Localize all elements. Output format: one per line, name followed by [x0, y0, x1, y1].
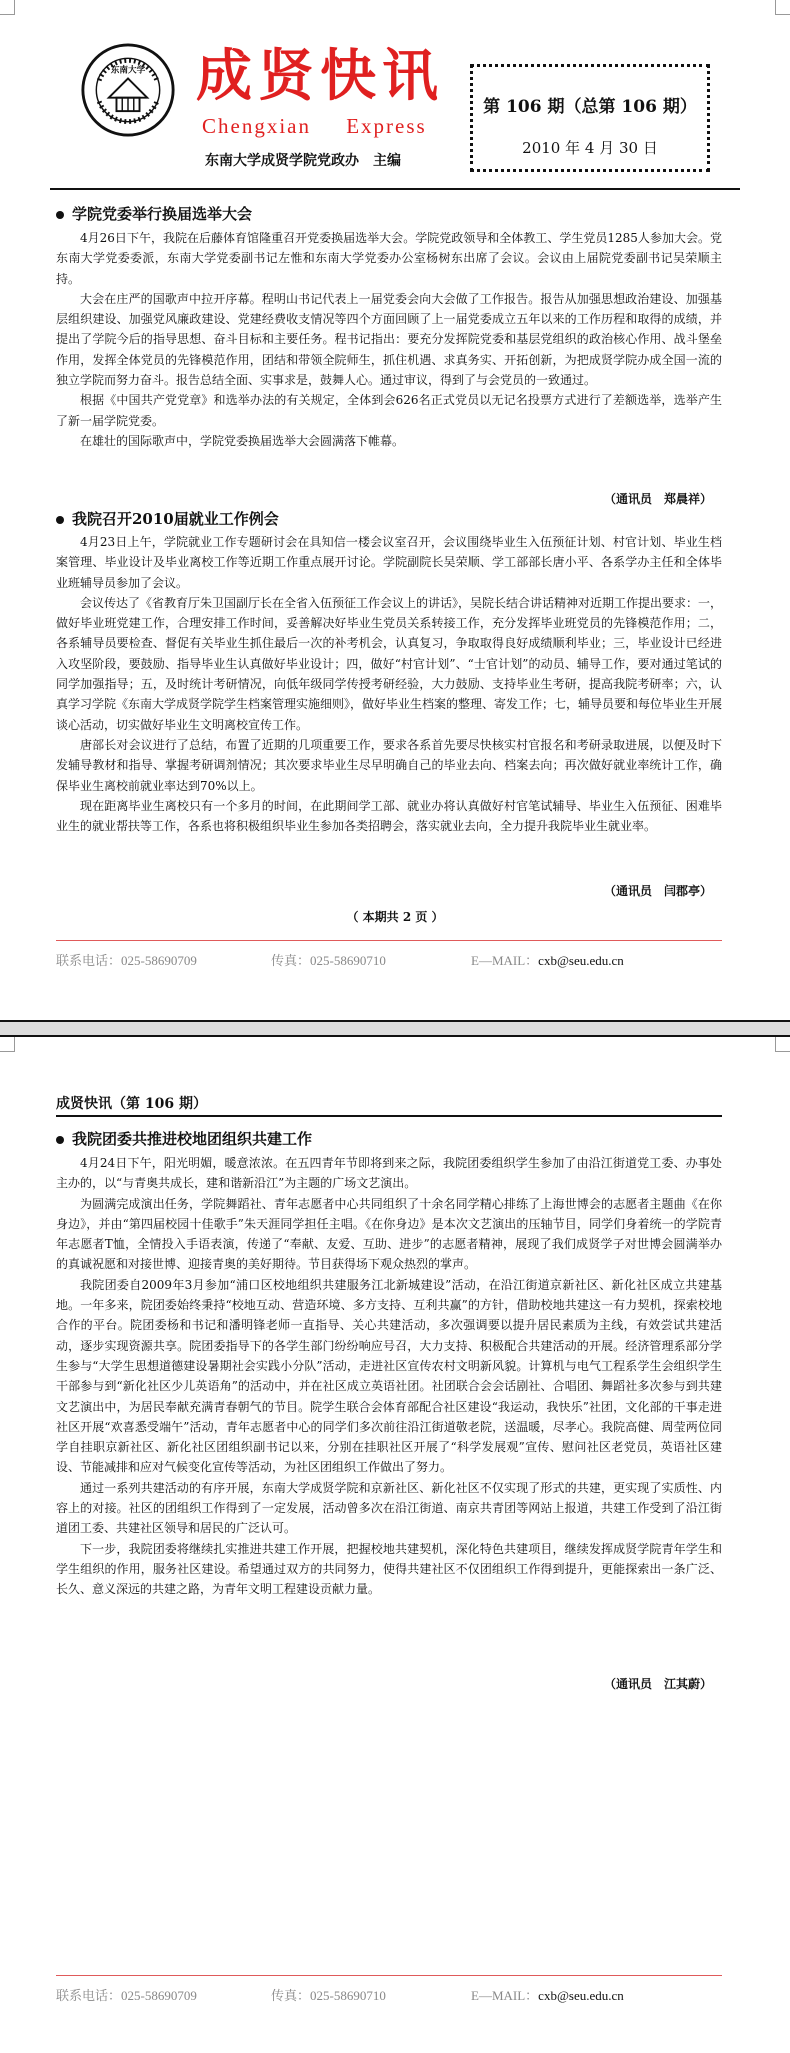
issue-box	[470, 64, 710, 172]
paragraph: 在雄壮的国际歌声中，学院党委换届选举大会圆满落下帷幕。	[80, 433, 405, 448]
email-label: E—MAIL：	[471, 953, 539, 968]
article-title: 我院召开2010届就业工作例会	[72, 510, 279, 528]
footer-phone: 联系电话：025-58690709	[56, 1988, 197, 2003]
article-heading	[56, 1128, 312, 1149]
article-title: 学院党委举行换届选举大会	[72, 205, 253, 223]
page-1	[0, 0, 790, 1022]
article-heading	[56, 203, 252, 224]
footer-fax: 传真：025-58690710	[271, 953, 386, 968]
paragraph: 唐部长对会议进行了总结，布置了近期的几项重要工作，要求各系首先要尽快核实村官报名和考研录取进展，以便及时下发辅导教材和指导、掌握考研调剂情况；其次要求毕业生尽早明确自己的毕业去向、档案去向；再次做好就业率统计工作，确保毕业生离校前就业率达到70%以上。	[56, 737, 722, 793]
paragraph: 现在距离毕业生离校只有一个多月的时间，在此期间学工部、就业办将认真做好村官笔试辅导、毕业生入伍预征、困难毕业生的就业帮扶等工作，各系也将积极组织毕业生参加各类招聘会，落实就业去向，全力提升我院毕业生就业率。	[56, 798, 722, 834]
article-byline: （通讯员 江其蔚）	[603, 1677, 712, 1691]
paragraph: 根据《中国共产党党章》和选举办法的有关规定，全体到会626名正式党员以无记名投票方式进行了差额选举，选举产生了新一届学院党委。	[56, 393, 722, 428]
email-link[interactable]: cxb@seu.edu.cn	[538, 953, 624, 968]
email-link[interactable]: cxb@seu.edu.cn	[538, 1988, 624, 2003]
footer-email	[471, 1985, 624, 2004]
paragraph: 4月23日上午，学院就业工作专题研讨会在具知信一楼会议室召开，会议围绕毕业生入伍预征计划、村官计划、毕业生档案管理、毕业设计及毕业离校工作等近期工作重点展开讨论。学院副院长吴荣顺、学工部部长唐小平、各系学办主任和全体毕业班辅导员参加了会议。	[56, 535, 722, 590]
footer-email	[471, 950, 624, 969]
article-byline: （通讯员 闫郡亭）	[603, 884, 712, 898]
article-body	[56, 228, 722, 451]
newsletter-title: 成贤快讯	[196, 43, 444, 109]
page-count-note: （ 本期共 2 页 ）	[346, 910, 444, 924]
paragraph: 下一步，我院团委将继续扎实推进共建工作开展，把握校地共建契机，深化特色共建项目，继续发挥成贤学院青年学生和学生组织的作用，服务社区建设。希望通过双方的共同努力，使得共建社区不仅团组织工作得到提升，更能探索出一条广泛、长久、意义深远的共建之路，为青年文明工程建设贡献力量。	[56, 1541, 722, 1597]
bullet-icon	[56, 516, 64, 524]
paragraph: 通过一系列共建活动的有序开展，东南大学成贤学院和京新社区、新化社区不仅实现了形式的共建，更实现了实质性、内容上的对接。社区的团组织工作得到了一定发展，活动曾多次在沿江街道、南京共青团等网站上报道，共建工作受到了沿江街道团工委、共建社区领导和居民的广泛认可。	[56, 1480, 722, 1536]
bullet-icon	[56, 1136, 64, 1144]
university-seal-logo	[80, 42, 176, 138]
footer-divider	[56, 940, 722, 941]
editor-line: 东南大学成贤学院党政办 主编	[205, 153, 401, 169]
paragraph: 会议传达了《省教育厅朱卫国副厅长在全省入伍预征工作会议上的讲话》，吴院长结合讲话精神对近期工作提出要求：一，做好毕业班党建工作，合理安排工作时间，妥善解决好毕业生党员关系转接工作，充分发挥毕业班党员的先锋模范作用；二，各系辅导员要检查、督促有关毕业生抓住最后一次的补考机会，认真复习，争取取得良好成绩顺利毕业；三，毕业设计已经进入攻坚阶段，要鼓励、指导毕业生认真做好毕业设计；四，做好“村官计划”、“士官计划”的动员、辅导工作，要对通过笔试的同学加强指导；五，及时统计考研情况，向低年级同学传授考研经验，大力鼓励、支持毕业生考研，提高我院考研率；六，认真学习学院《东南大学成贤学院学生档案管理实施细则》，做好毕业生档案的整理、寄发工作；七，辅导员要和每位毕业生开展谈心活动，切实做好毕业生文明离校宣传工作。	[56, 595, 723, 732]
paragraph: 4月24日下午，阳光明媚，暖意浓浓。在五四青年节即将到来之际，我院团委组织学生参加了由沿江街道党工委、办事处主办的，以“与青奥共成长，建和谐新沿江”为主题的广场文艺演出。	[56, 1156, 722, 1191]
crop-mark	[775, 1037, 790, 1052]
page-2	[0, 1035, 790, 2053]
running-head: 成贤快讯（第 106 期）	[56, 1096, 207, 1112]
issue-date: 2010 年 4 月 30 日	[522, 139, 658, 157]
article-byline: （通讯员 郑晨祥）	[603, 492, 712, 506]
paragraph: 4月26日下午，我院在后藤体育馆隆重召开党委换届选举大会。学院党政领导和全体教工、学生党员1285人参加大会。党东南大学党委委派，东南大学党委副书记左惟和东南大学党委办公室杨树东出席了会议。会议由上届院党委副书记吴荣顺主持。	[56, 231, 722, 286]
article-body	[56, 1153, 722, 1600]
crop-mark	[0, 0, 15, 15]
crop-mark	[0, 1037, 15, 1052]
logo-text: 东南大学	[110, 65, 146, 76]
masthead-divider	[50, 188, 740, 190]
article-heading	[56, 508, 279, 529]
bullet-icon	[56, 211, 64, 219]
running-head-divider	[56, 1115, 722, 1117]
paragraph: 大会在庄严的国歌声中拉开序幕。程明山书记代表上一届党委会向大会做了工作报告。报告从加强思想政治建设、加强基层组织建设、加强党风廉政建设、党建经费收支情况等四个方面回顾了上一届党委成立五年以来的工作历程和取得的成绩，并提出了学院今后的指导思想、奋斗目标和主要任务。程书记指出：要充分发挥院党委和基层党组织的政治核心作用、战斗堡垒作用，发挥全体党员的先锋模范作用，团结和带领全院师生，抓住机遇、求真务实、开拓创新，为把成贤学院办成全国一流的独立学院而努力奋斗。报告总结全面、实事求是，鼓舞人心。通过审议，得到了与会党员的一致通过。	[56, 291, 722, 388]
email-label: E—MAIL：	[471, 1988, 539, 2003]
crop-mark	[775, 0, 790, 15]
issue-number: 第 106 期（总第 106 期）	[483, 97, 697, 117]
paragraph: 为圆满完成演出任务，学院舞蹈社、青年志愿者中心共同组织了十余名同学精心排练了上海世博会的志愿者主题曲《在你身边》，并由“第四届校园十佳歌手”朱天涯同学担任主唱。《在你身边》是本次文艺演出的压轴节目，同学们身着统一的学院青年志愿者T恤，全情投入手语表演，传递了“奉献、友爱、互助、进步”的志愿者精神，展现了我们成贤学子对世博会圆满举办的真诚祝愿和对接世博、迎接青奥的美好期待。节目获得场下观众热烈的掌声。	[56, 1196, 722, 1272]
footer-divider	[56, 1975, 722, 1976]
footer-phone: 联系电话：025-58690709	[56, 953, 197, 968]
paragraph: 我院团委自2009年3月参加“浦口区校地组织共建服务江北新城建设”活动，在沿江街道京新社区、新化社区成立共建基地。一年多来，院团委始终秉持“校地互动、营造环境、多方支持、互利共赢”的方针，借助校地共建这一有力契机，探索校地合作的平台。院团委杨和书记和潘明锋老师一直指导、关心共建活动，多次强调要以提升居民素质为主线，有效尝试共建活动，逐步实现资源共享。院团委指导下的各学生部门纷纷响应号召，大力支持、积极配合共建活动的开展。经济管理系部分学生参与“大学生思想道德建设暑期社会实践小分队”活动，走进社区宣传农村文明新风貌。计算机与电气工程系学生会组织学生干部参与到“新化社区少儿英语角”的活动中，并在社区成立英语社团。社团联合会会话剧社、合唱团、舞蹈社多次参与到共建文艺演出中，为居民奉献充满青春朝气的节目。院学生联合会体育部配合社区建设“我运动，我快乐”社团，文化部的干事走进社区开展“欢喜悉受端午”活动，青年志愿者中心的同学们多次前往沿江街道敬老院，送温暖，尽孝心。我院高健、周莹两位同学自挂职京新社区、新化社区团组织副书记以来，分别在挂职社区开展了“科学发展观”宣传、慰问社区老党员，英语社区建设、节能减排和应对气候变化宣传等活动，为社区团组织工作做出了努力。	[56, 1277, 722, 1475]
footer-fax: 传真：025-58690710	[271, 1988, 386, 2003]
newsletter-title-en: Chengxian Express	[202, 114, 427, 138]
page-gap	[0, 1022, 790, 1035]
article-body	[56, 532, 722, 836]
article-title: 我院团委共推进校地团组织共建工作	[72, 1130, 313, 1148]
